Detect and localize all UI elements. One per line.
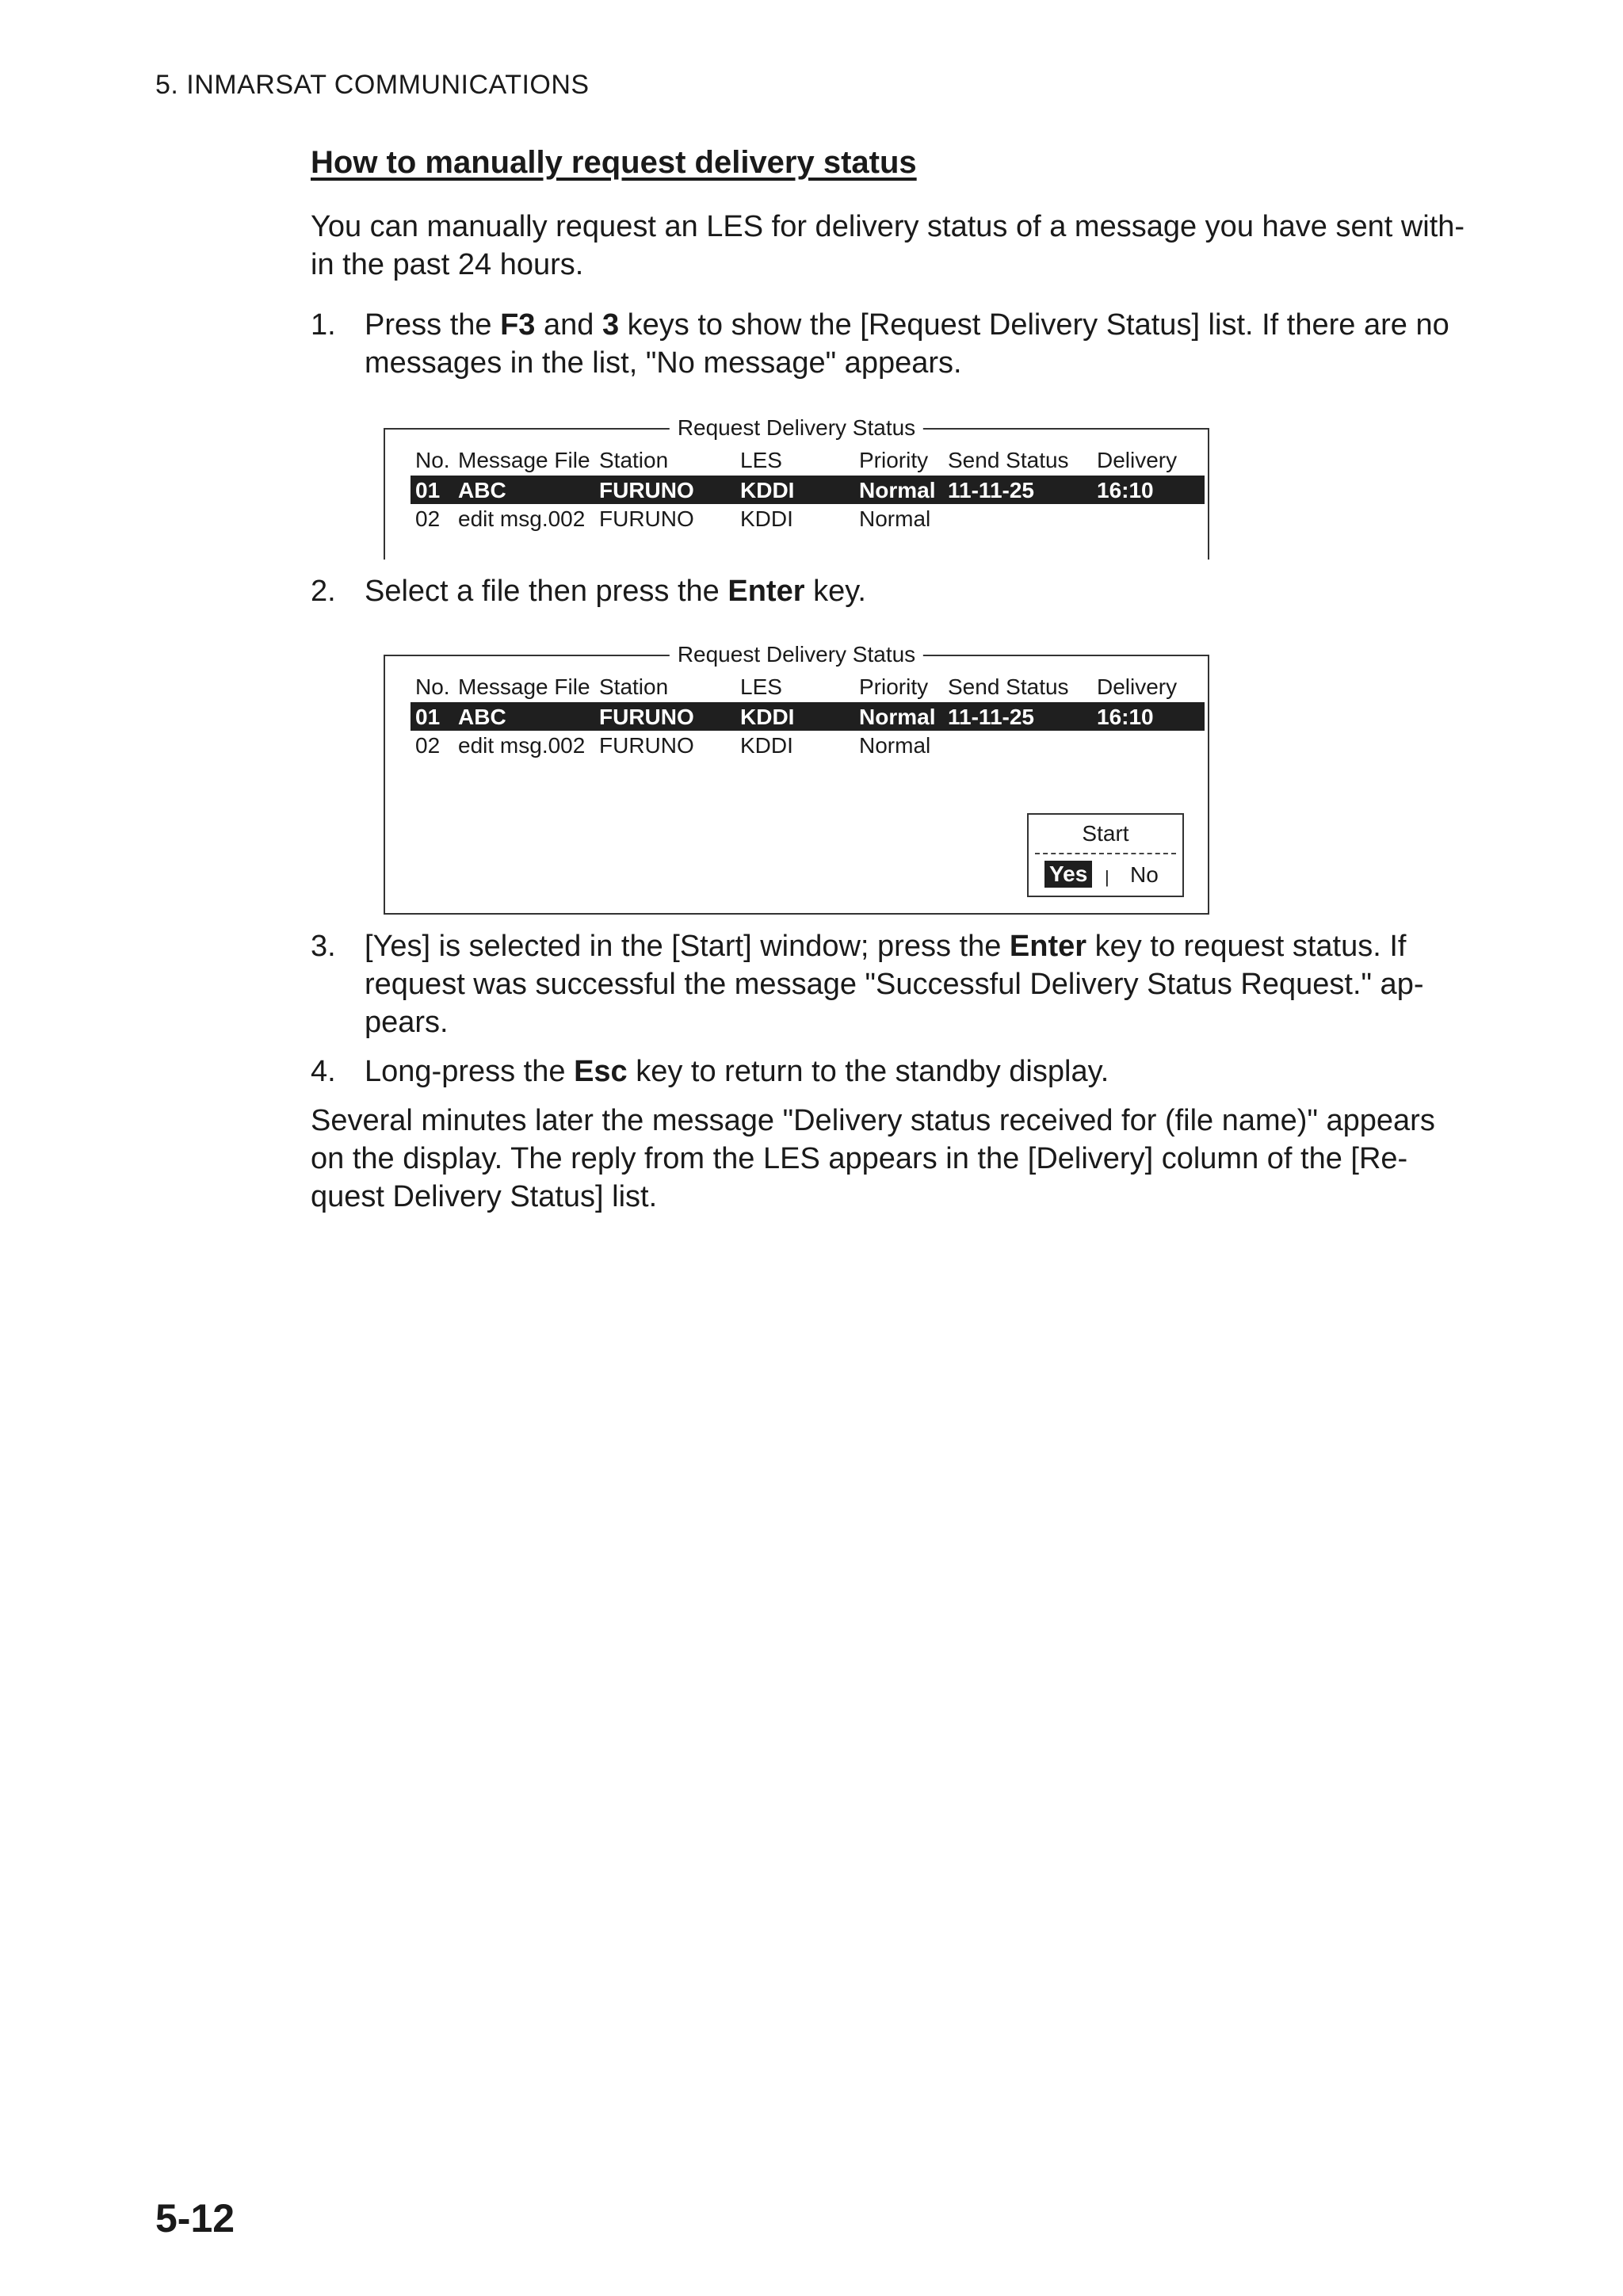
cell-station: FURUNO <box>599 506 694 531</box>
key-name: 3 <box>601 308 620 342</box>
cell-no: 02 <box>415 733 441 758</box>
column-header: No. <box>415 674 450 699</box>
step-text-segment: Select a file then press the <box>365 575 728 608</box>
closing-paragraph <box>311 1102 1499 1216</box>
column-header: LES <box>740 674 782 699</box>
column-header: Priority <box>859 674 929 699</box>
column-header: Station <box>599 448 669 472</box>
running-header: 5. INMARSAT COMMUNICATIONS <box>155 70 590 100</box>
step-line <box>365 965 1498 1003</box>
yes-button[interactable]: Yes <box>1044 861 1092 888</box>
step-text-segment: messages in the list, "No message" appears. <box>365 346 962 380</box>
step-line <box>365 572 1498 610</box>
cell-priority: Normal <box>859 506 931 531</box>
column-header: LES <box>740 448 782 472</box>
step-number: 2. <box>311 575 336 608</box>
table-row[interactable] <box>411 504 1205 533</box>
step-line <box>365 1052 1498 1091</box>
cell-les: KDDI <box>740 705 795 729</box>
page-number: 5-12 <box>155 2196 235 2241</box>
start-window <box>1027 813 1184 897</box>
cell-no: 01 <box>415 478 441 502</box>
step-line <box>365 306 1498 344</box>
request-delivery-status-dialog <box>384 642 1209 915</box>
step-line <box>365 927 1498 965</box>
step-1-text <box>365 306 1498 382</box>
cell-message-file: ABC <box>458 705 506 729</box>
cell-station: FURUNO <box>599 478 694 502</box>
divider <box>1035 853 1176 854</box>
option-separator: | <box>1105 867 1109 887</box>
table-row[interactable] <box>411 731 1205 759</box>
cell-priority: Normal <box>859 705 936 729</box>
key-name: Esc <box>574 1055 628 1088</box>
step-number: 1. <box>311 308 336 342</box>
cell-message-file: edit msg.002 <box>458 733 586 758</box>
column-header: Priority <box>859 448 929 472</box>
key-name: F3 <box>500 308 536 342</box>
no-button[interactable]: No <box>1130 862 1159 887</box>
column-header: Send Status <box>948 448 1069 472</box>
column-header: Delivery <box>1097 448 1178 472</box>
closing-line: on the display. The reply from the LES appears in the [Delivery] column of the [Re- <box>311 1142 1408 1175</box>
column-header: Delivery <box>1097 674 1178 699</box>
section-heading: How to manually request delivery status <box>311 145 917 180</box>
cell-send-status: 11-11-25 <box>948 478 1034 502</box>
closing-line: Several minutes later the message "Delivery status received for (file name)" appears <box>311 1104 1435 1137</box>
step-4-text <box>365 1052 1498 1091</box>
column-header: Message File <box>458 674 590 699</box>
request-delivery-status-dialog <box>384 415 1209 560</box>
cell-no: 01 <box>415 705 441 729</box>
step-text-segment: key to request status. If <box>1086 930 1407 963</box>
cell-no: 02 <box>415 506 441 531</box>
step-text-segment: key. <box>804 575 866 608</box>
column-header: Send Status <box>948 674 1069 699</box>
start-window-title: Start <box>1082 821 1129 846</box>
step-text-segment: key to return to the standby display. <box>627 1055 1109 1088</box>
column-header: Station <box>599 674 669 699</box>
column-header: No. <box>415 448 450 472</box>
step-text-segment: and <box>535 308 602 342</box>
step-text-segment: request was successful the message "Successful Delivery Status Request." ap- <box>365 968 1424 1001</box>
table-header-row <box>411 445 1205 474</box>
step-3-text <box>365 927 1498 1041</box>
step-line <box>365 344 1498 382</box>
step-number: 3. <box>311 930 336 963</box>
dialog-title: Request Delivery Status <box>670 415 923 441</box>
step-line <box>365 1003 1498 1041</box>
table-header-row <box>411 672 1205 701</box>
cell-delivery: 16:10 <box>1097 705 1154 729</box>
cell-les: KDDI <box>740 733 793 758</box>
cell-message-file: ABC <box>458 478 506 502</box>
table-row[interactable] <box>411 476 1205 504</box>
intro-paragraph <box>311 208 1465 284</box>
step-text-segment: Long-press the <box>365 1055 575 1088</box>
cell-message-file: edit msg.002 <box>458 506 586 531</box>
cell-station: FURUNO <box>599 705 694 729</box>
step-2-text <box>365 572 1498 610</box>
intro-line: in the past 24 hours. <box>311 248 584 281</box>
cell-station: FURUNO <box>599 733 694 758</box>
key-name: Enter <box>1009 930 1087 963</box>
dialog-title: Request Delivery Status <box>670 642 923 667</box>
step-text-segment: [Yes] is selected in the [Start] window; press the <box>365 930 1010 963</box>
step-text-segment: pears. <box>365 1006 449 1039</box>
cell-priority: Normal <box>859 478 936 502</box>
cell-send-status: 11-11-25 <box>948 705 1034 729</box>
cell-les: KDDI <box>740 478 795 502</box>
key-name: Enter <box>727 575 805 608</box>
closing-line: quest Delivery Status] list. <box>311 1180 658 1213</box>
cell-priority: Normal <box>859 733 931 758</box>
step-text-segment: Press the <box>365 308 501 342</box>
cell-delivery: 16:10 <box>1097 478 1154 502</box>
intro-line: You can manually request an LES for delivery status of a message you have sent with- <box>311 210 1465 243</box>
column-header: Message File <box>458 448 590 472</box>
step-text-segment: keys to show the [Request Delivery Status] list. If there are no <box>619 308 1449 342</box>
table-row[interactable] <box>411 702 1205 731</box>
step-number: 4. <box>311 1055 336 1088</box>
cell-les: KDDI <box>740 506 793 531</box>
